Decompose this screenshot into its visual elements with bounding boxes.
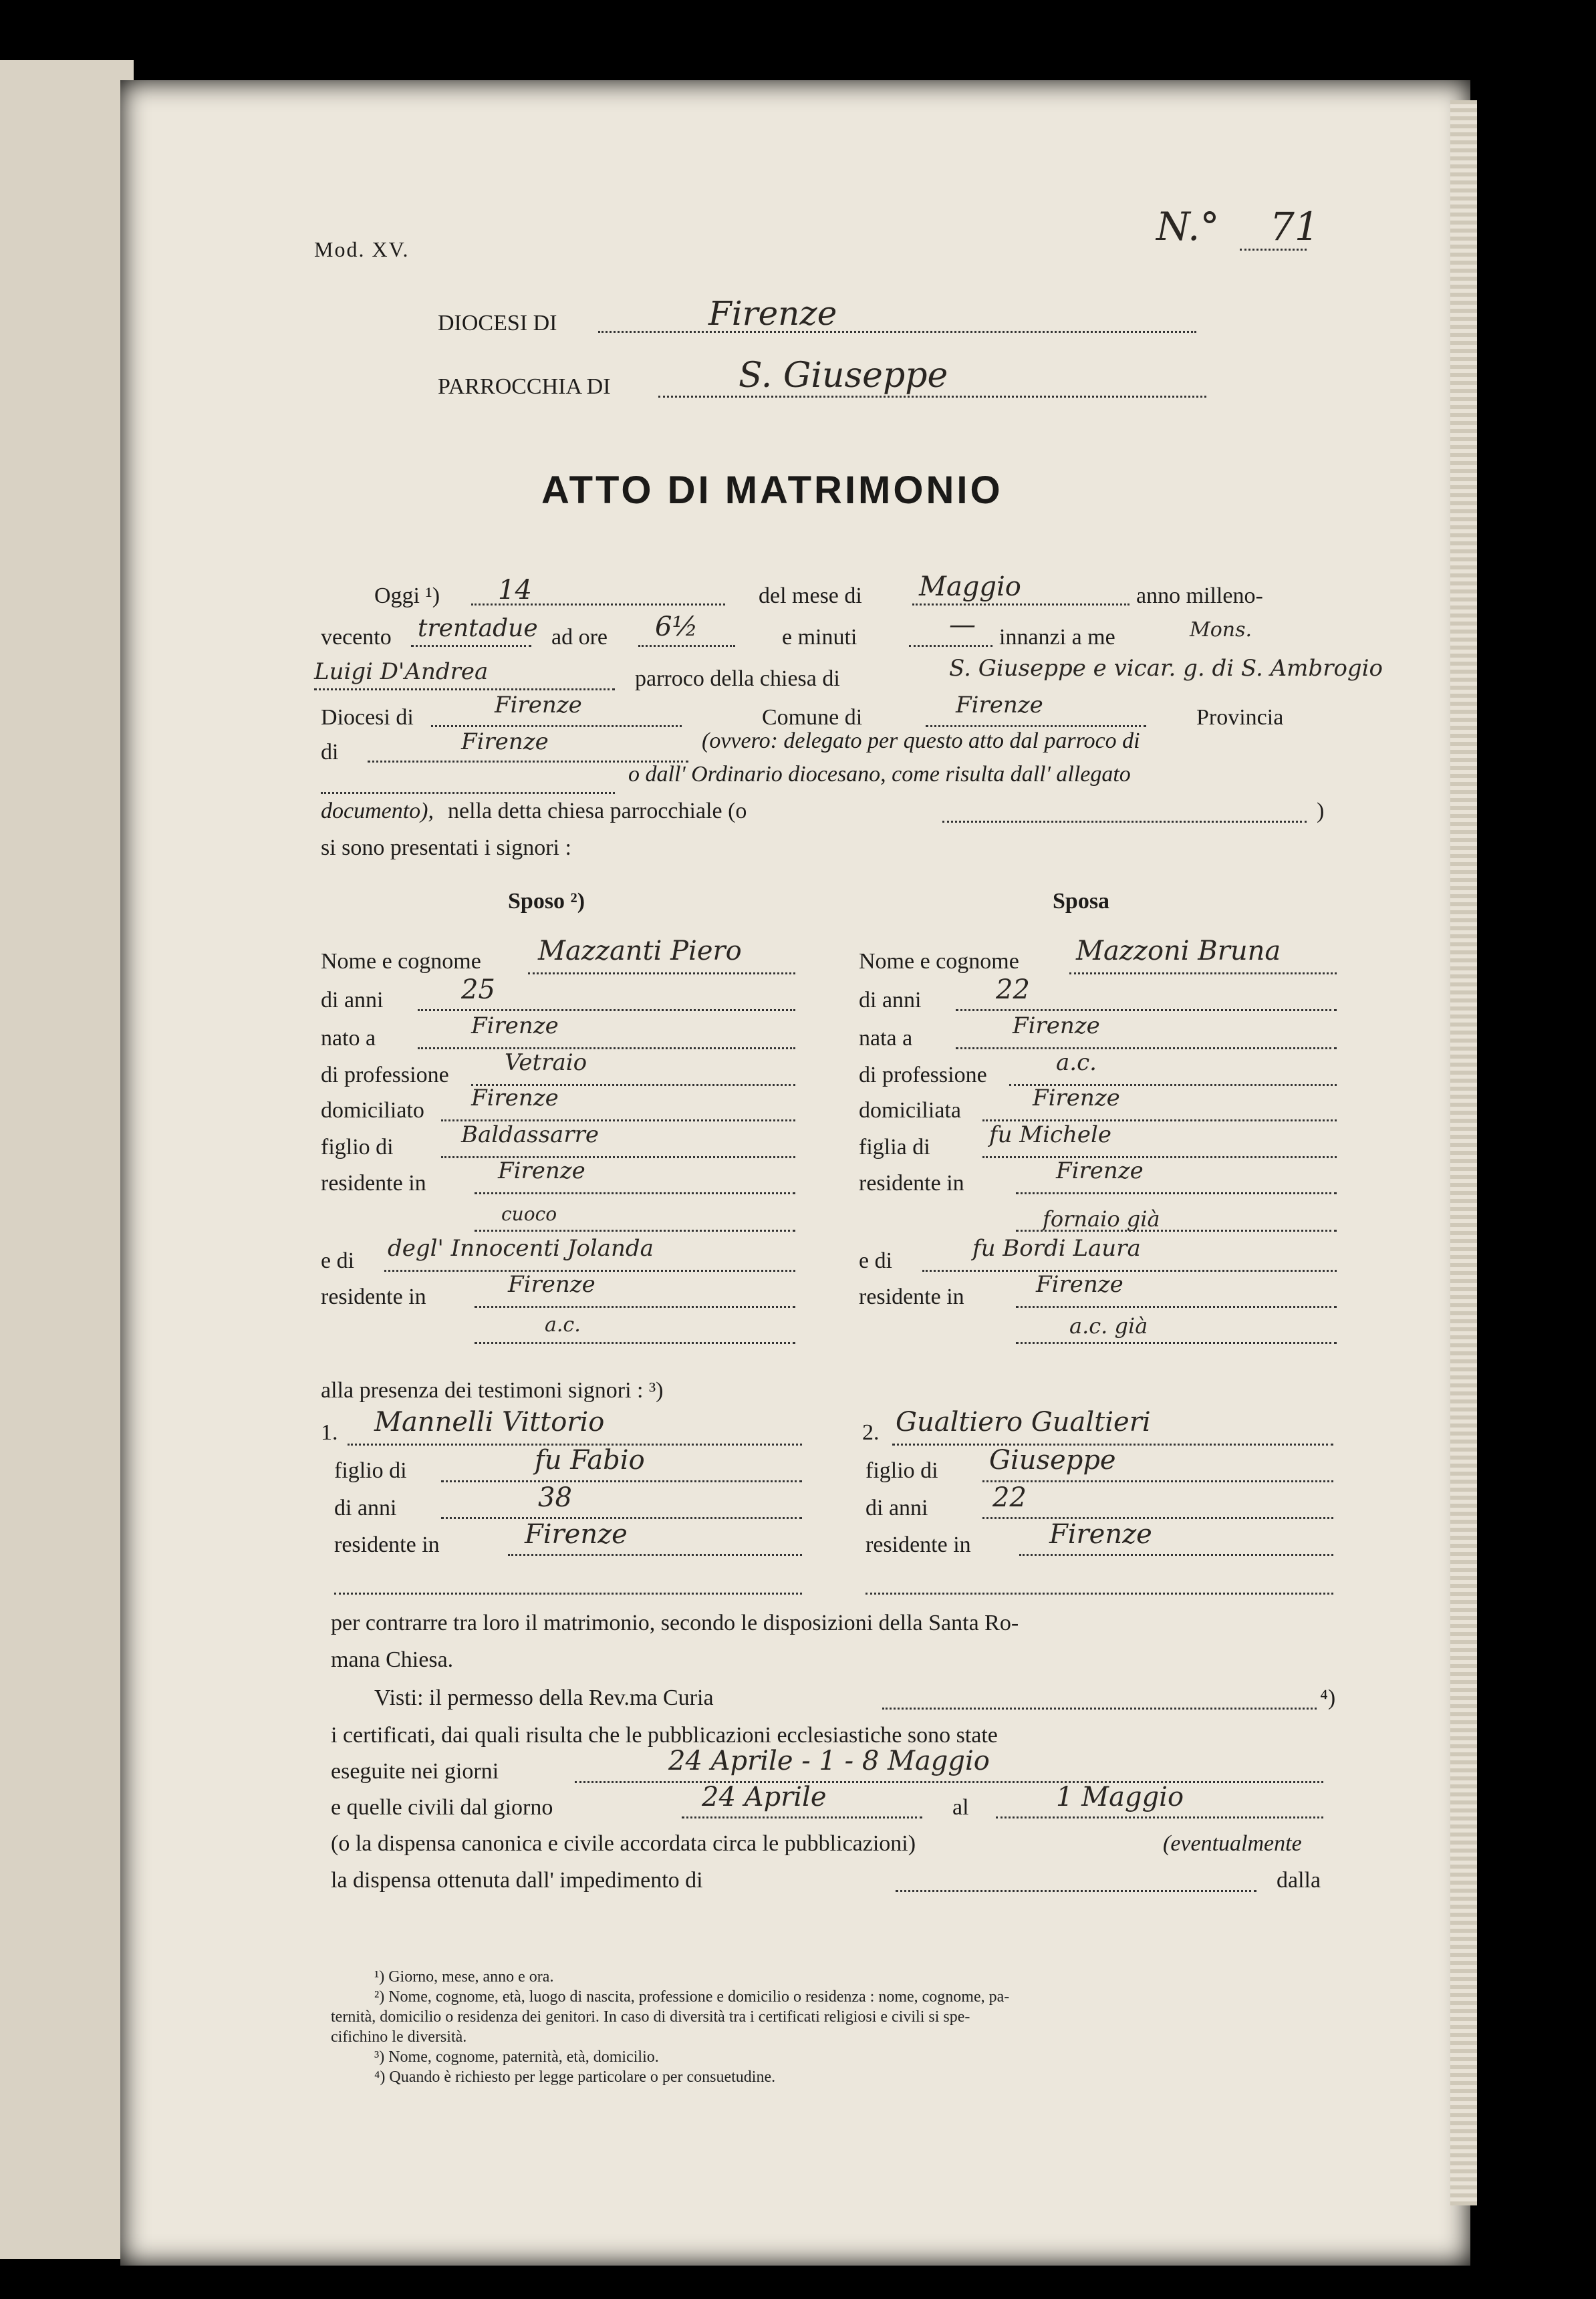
footnote-2: ²) Nome, cognome, età, luogo di nascita, professione e domicilio o residenza : nome, cognome, pa- — [374, 1988, 1010, 2006]
bride-profession: a.c. — [1056, 1049, 1097, 1076]
year-value: trentadue — [418, 615, 538, 642]
bride-mother: fu Bordi Laura — [972, 1235, 1141, 1262]
witness1-age: 38 — [538, 1482, 572, 1513]
priest-title: Mons. — [1190, 618, 1252, 642]
groom-profession: Vetraio — [505, 1049, 587, 1076]
groom-father: Baldassarre — [461, 1121, 599, 1148]
bride-heading: Sposa — [1053, 889, 1110, 914]
bride-father-residence: Firenze — [1056, 1158, 1144, 1184]
bride-domicile: Firenze — [1033, 1085, 1120, 1111]
groom-mother: degl' Innocenti Jolanda — [388, 1235, 654, 1262]
witness2-residence: Firenze — [1049, 1519, 1152, 1550]
bride-father: fu Michele — [989, 1121, 1112, 1148]
diocese-value-2: Firenze — [495, 692, 582, 718]
month-value: Maggio — [919, 571, 1021, 602]
civil-banns-from: 24 Aprile — [702, 1782, 827, 1812]
bride-mother-residence: Firenze — [1036, 1271, 1123, 1298]
comune-value: Firenze — [956, 692, 1043, 718]
model-number: Mod. XV. — [314, 237, 410, 261]
bride-age: 22 — [996, 974, 1030, 1005]
minutes-value: — — [949, 610, 976, 640]
hour-value: 6½ — [655, 612, 698, 642]
witness2-age: 22 — [992, 1482, 1027, 1513]
witness1-residence: Firenze — [525, 1519, 628, 1550]
parish-value: S. Giuseppe — [739, 356, 948, 396]
diocese-value: Firenze — [708, 294, 837, 333]
province-value: Firenze — [461, 728, 549, 755]
groom-age: 25 — [461, 974, 495, 1005]
record-number: 71 — [1270, 204, 1319, 249]
footnote-1: ¹) Giorno, mese, anno e ora. — [374, 1968, 554, 1986]
footnote-2-cont: ternità, domicilio o residenza dei genitori. In caso di diversità tra i certificati religiosi e civili si spe- — [331, 2008, 970, 2026]
groom-name: Mazzanti Piero — [538, 936, 742, 966]
footnote-4: ⁴) Quando è richiesto per legge particolare o per consuetudine. — [374, 2068, 776, 2086]
groom-father-residence: Firenze — [498, 1158, 585, 1184]
groom-mother-residence: Firenze — [508, 1271, 595, 1298]
groom-domicile: Firenze — [471, 1085, 559, 1111]
bride-name: Mazzoni Bruna — [1076, 936, 1281, 966]
parish-label: PARROCCHIA DI — [438, 374, 611, 399]
diocese-label: DIOCESI DI — [438, 311, 557, 335]
groom-mother-note: a.c. — [545, 1313, 581, 1337]
footnote-2-end: cifichino le diversità. — [331, 2028, 467, 2046]
groom-father-note: cuoco — [501, 1203, 557, 1225]
record-number-label: N.° — [1156, 204, 1220, 249]
record-number-line — [1240, 249, 1307, 251]
priest-name: Luigi D'Andrea — [314, 658, 489, 685]
bride-mother-note: a.c. già — [1069, 1313, 1148, 1339]
groom-heading: Sposo ²) — [508, 889, 585, 914]
bride-father-note: fornaio già — [1043, 1206, 1160, 1232]
witness2-name: Gualtiero Gualtieri — [896, 1407, 1151, 1438]
witness1-father: fu Fabio — [535, 1445, 645, 1476]
footnote-3: ³) Nome, cognome, paternità, età, domicilio. — [374, 2048, 659, 2066]
page-edge — [1450, 100, 1477, 2205]
witness1-name: Mannelli Vittorio — [374, 1407, 605, 1438]
civil-banns-to: 1 Maggio — [1056, 1782, 1184, 1812]
church-value: S. Giuseppe e vicar. g. di S. Ambrogio — [949, 655, 1383, 682]
facing-page — [0, 60, 134, 2259]
bride-birthplace: Firenze — [1013, 1012, 1100, 1039]
witnesses-intro: alla presenza dei testimoni signori : ³) — [321, 1378, 664, 1403]
church-banns-dates: 24 Aprile - 1 - 8 Maggio — [668, 1746, 990, 1776]
groom-birthplace: Firenze — [471, 1012, 559, 1039]
witness2-father: Giuseppe — [989, 1445, 1116, 1476]
document-title: ATTO DI MATRIMONIO — [541, 468, 1003, 512]
day-value: 14 — [498, 575, 532, 605]
